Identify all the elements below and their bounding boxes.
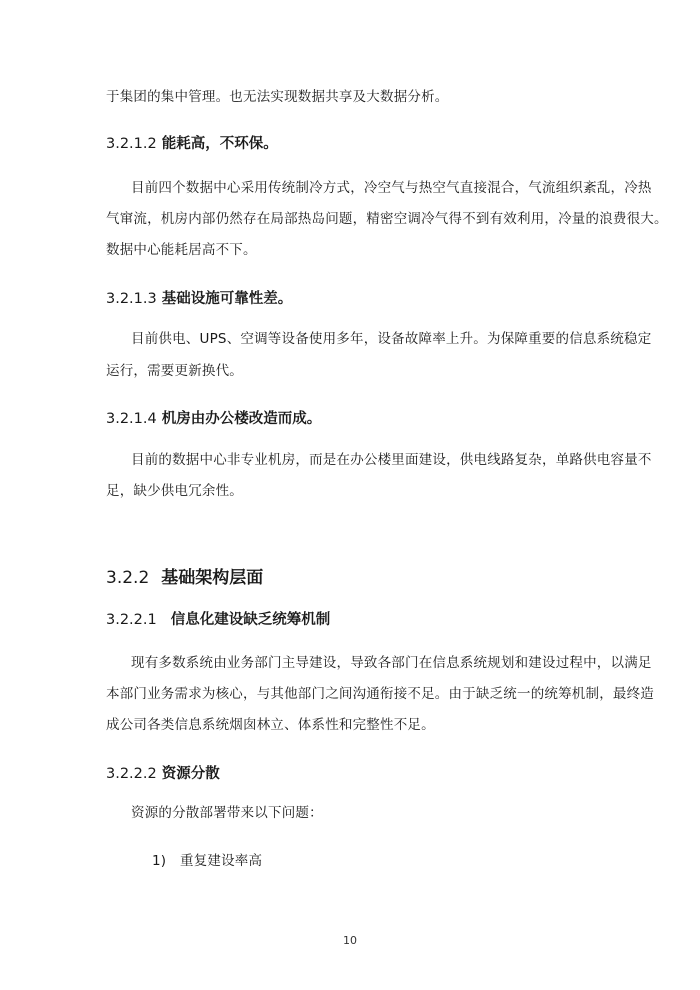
section-heading-3214 xyxy=(106,410,321,428)
section-number: 3.2.2 xyxy=(106,568,150,588)
section-heading-322 xyxy=(106,568,263,588)
section-heading-3213 xyxy=(106,290,292,308)
paragraph-line: 资源的分散部署带来以下问题： xyxy=(131,805,323,821)
section-title: 资源分散 xyxy=(161,766,220,782)
paragraph-line: 目前供电、UPS、空调等设备使用多年，设备故障率上升。为保障重要的信息系统稳定 xyxy=(131,331,652,347)
paragraph-line: 本部门业务需求为核心，与其他部门之间沟通衔接不足。由于缺乏统一的统筹机制，最终造 xyxy=(106,686,654,702)
paragraph-line: 成公司各类信息系统烟囱林立、体系性和完整性不足。 xyxy=(106,717,435,733)
section-number: 3.2.1.4 xyxy=(106,411,157,427)
section-title: 基础架构层面 xyxy=(161,568,264,588)
paragraph-line: 运行，需要更新换代。 xyxy=(106,363,243,379)
section-heading-3221 xyxy=(106,611,330,629)
section-number: 3.2.2.1 xyxy=(106,612,157,628)
section-title: 基础设施可靠性差。 xyxy=(161,291,293,307)
section-number: 3.2.2.2 xyxy=(106,766,157,782)
paragraph-line: 气窜流，机房内部仍然存在局部热岛问题，精密空调冷气得不到有效利用，冷量的浪费很大。 xyxy=(106,211,668,227)
paragraph-line: 现有多数系统由业务部门主导建设，导致各部门在信息系统规划和建设过程中，以满足 xyxy=(131,655,652,671)
list-item-marker: 1) xyxy=(152,853,167,869)
page-number: 10 xyxy=(343,934,357,947)
paragraph-line: 足，缺少供电冗余性。 xyxy=(106,483,243,499)
paragraph-line: 目前的数据中心非专业机房，而是在办公楼里面建设，供电线路复杂，单路供电容量不 xyxy=(131,452,652,468)
section-heading-3222 xyxy=(106,765,220,783)
paragraph-line: 目前四个数据中心采用传统制冷方式，冷空气与热空气直接混合，气流组织紊乱，冷热 xyxy=(131,180,652,196)
section-title: 机房由办公楼改造而成。 xyxy=(161,411,322,427)
section-heading-3212 xyxy=(106,135,278,153)
paragraph-line: 数据中心能耗居高不下。 xyxy=(106,242,257,258)
section-number: 3.2.1.2 xyxy=(106,136,157,152)
paragraph-line: 于集团的集中管理。也无法实现数据共享及大数据分析。 xyxy=(106,89,449,105)
section-title: 信息化建设缺乏统筹机制 xyxy=(170,612,331,628)
section-title: 能耗高，不环保。 xyxy=(161,136,278,152)
section-number: 3.2.1.3 xyxy=(106,291,157,307)
list-item-text: 重复建设率高 xyxy=(180,853,263,869)
